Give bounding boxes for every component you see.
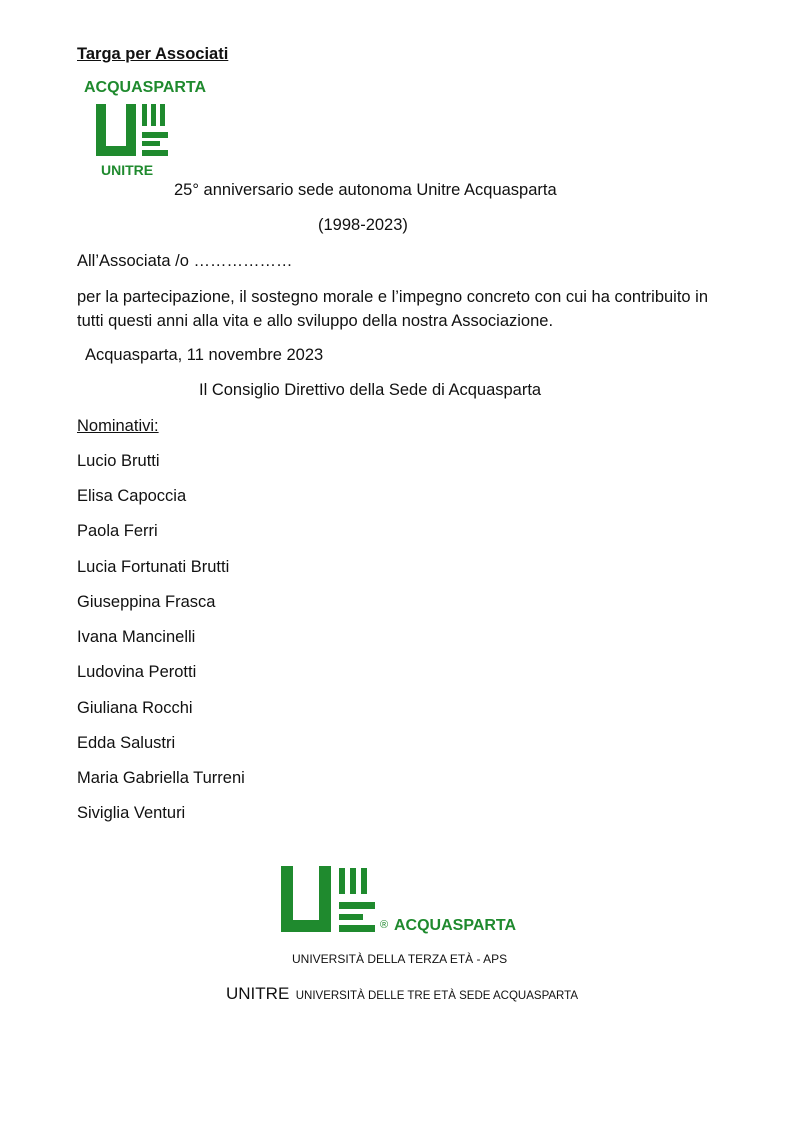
footer-brand-line	[226, 983, 578, 1007]
anniversary-line: 25° anniversario sede autonoma Unitre Acquasparta	[174, 181, 557, 199]
footer-brand-tail: UNIVERSITÀ DELLE TRE ETÀ SEDE ACQUASPARTA	[295, 990, 578, 1002]
list-item: Lucio Brutti	[77, 452, 160, 470]
names-list	[77, 451, 377, 831]
list-item: Elisa Capoccia	[77, 487, 187, 505]
list-item: Ivana Mancinelli	[77, 628, 196, 646]
list-item: Giuseppina Frasca	[77, 593, 216, 611]
motivation-text: per la partecipazione, il sostegno morale e l’impegno concreto con cui ha contribuito in tutti questi anni alla vita e allo sviluppo della nostra Associazione.	[77, 288, 709, 330]
footer-subtitle: UNIVERSITÀ DELLA TERZA ETÀ - APS	[292, 952, 508, 966]
document-heading: Targa per Associati	[77, 45, 229, 63]
names-heading: Nominativi:	[77, 417, 159, 435]
registered-mark: ®	[380, 919, 389, 931]
list-item: Ludovina Perotti	[77, 663, 197, 681]
footer-brand: UNITRE	[226, 984, 290, 1003]
list-item: Maria Gabriella Turreni	[77, 769, 245, 787]
unitre-logo-top	[84, 78, 206, 178]
unitre-logo-footer	[281, 866, 381, 934]
unitre-mark-icon	[281, 866, 381, 934]
years-range: (1998-2023)	[318, 216, 408, 234]
unitre-mark-icon	[96, 104, 176, 160]
footer-org-name: ACQUASPARTA	[394, 917, 517, 934]
list-item: Giuliana Rocchi	[77, 699, 193, 717]
recipient-line: All’Associata /o ………………	[77, 252, 293, 270]
logo-org-name: ACQUASPARTA	[84, 79, 207, 96]
list-item: Siviglia Venturi	[77, 804, 186, 822]
logo-brand-name: UNITRE	[101, 162, 154, 178]
place-date: Acquasparta, 11 novembre 2023	[85, 346, 324, 364]
signature-line: Il Consiglio Direttivo della Sede di Acquasparta	[199, 381, 542, 399]
list-item: Paola Ferri	[77, 522, 158, 540]
list-item: Lucia Fortunati Brutti	[77, 558, 230, 576]
list-item: Edda Salustri	[77, 734, 176, 752]
